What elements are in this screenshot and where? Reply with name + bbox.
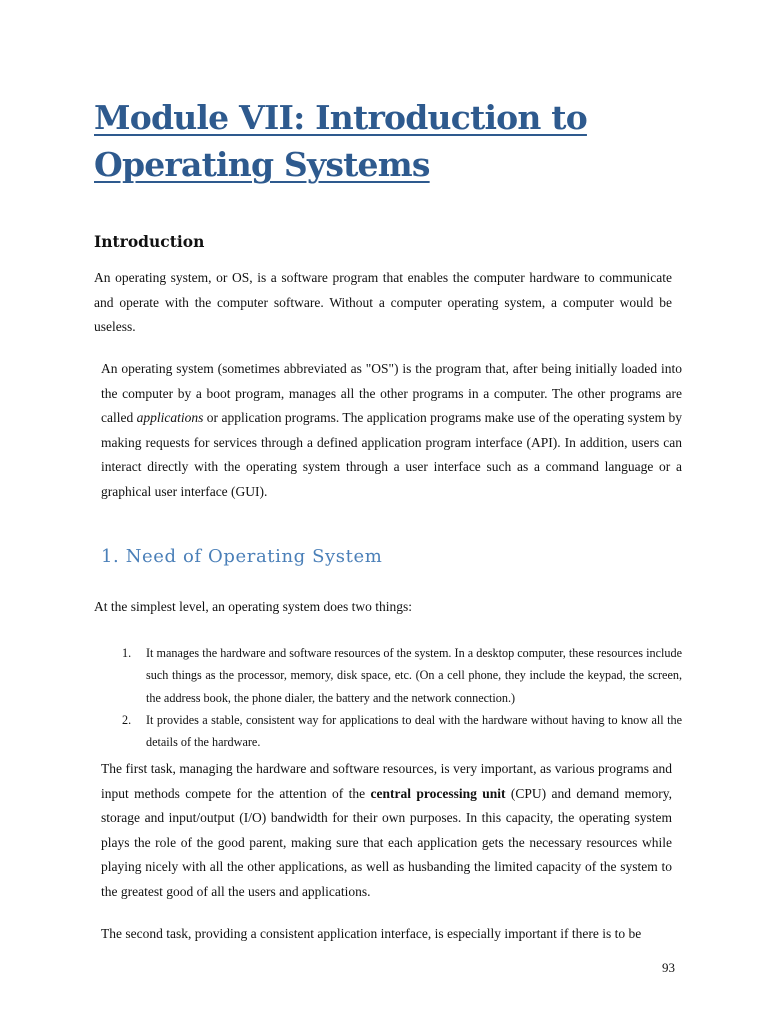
first-task-paragraph	[101, 757, 672, 905]
intro-paragraph: An operating system, or OS, is a software program that enables the computer hardware to communicate and operate with the computer software. Without a computer operating system, a computer would be useless.	[94, 270, 672, 335]
list-item-number: 2.	[122, 712, 132, 727]
page-title	[94, 94, 714, 188]
list-item-number: 1.	[122, 646, 132, 660]
title-line-1-text: Module VII: Introduction to	[94, 98, 587, 137]
list-item	[122, 709, 682, 754]
cpu-term: central processing unit	[370, 785, 506, 801]
second-task-paragraph: The second task, providing a consistent application interface, is especially important if there is to be	[101, 926, 642, 941]
lead-sentence: At the simplest level, an operating system does two things:	[94, 599, 412, 614]
title-line-2-text: Operating Systems	[94, 145, 430, 184]
list-item	[122, 642, 682, 709]
title-line-1	[94, 94, 714, 141]
introduction-heading: Introduction	[94, 232, 205, 251]
list-item-text: It provides a stable, consistent way for applications to deal with the hardware without having to know all the details of the hardware.	[146, 712, 682, 750]
first-task-text-start: The first task, managing the hardware and software resources, is very important, as various programs and input methods compete for the attention of the	[101, 761, 672, 801]
applications-term: applications	[136, 410, 204, 426]
first-task-text-end: (CPU) and demand memory, storage and input/output (I/O) bandwidth for their own purposes. In this capacity, the operating system plays the role of the good parent, making sure that each application gets the necessary resources while playing nicely with all the other applications, as well as husbanding the limited capacity of the system to the greatest good of all the users and applications.	[101, 785, 673, 899]
definition-text-start: An operating system (sometimes abbreviated as "OS") is the program that, after being initially loaded into the computer by a boot program, manages all the other programs in a computer. The other programs are called	[101, 361, 682, 426]
page-number: 93	[662, 960, 675, 975]
title-line-2	[94, 141, 714, 188]
definition-text-end: or application programs. The application programs make use of the operating system by making requests for services through a defined application program interface (API). In addition, users can interact directly with the operating system through a user interface such as a command language or a graphical user interface (GUI).	[101, 410, 682, 499]
section-heading-need-of-os: 1. Need of Operating System	[101, 546, 383, 567]
definition-paragraph	[101, 357, 682, 505]
os-functions-list	[122, 642, 682, 753]
list-item-text: It manages the hardware and software resources of the system. In a desktop computer, these resources include such things as the processor, memory, disk space, etc. (On a cell phone, they include the keypad, the screen, the address book, the phone dialer, the battery and the network connection.)	[146, 646, 682, 705]
